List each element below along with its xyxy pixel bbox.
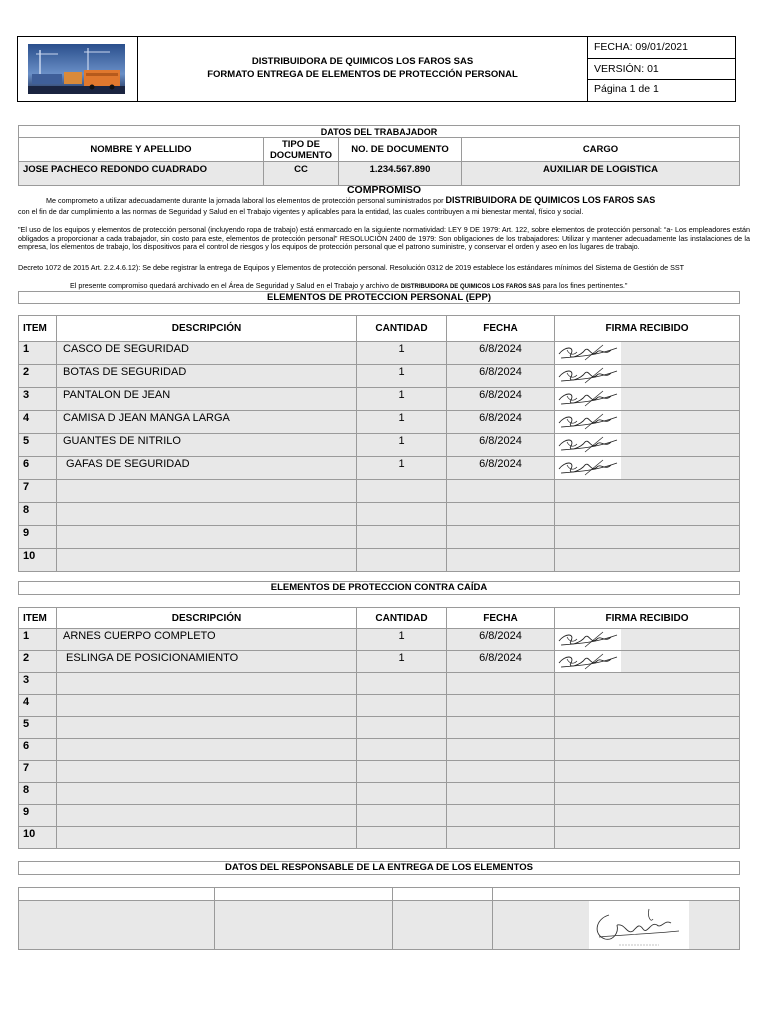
item-quantity: [357, 695, 447, 717]
fall-row: [19, 651, 740, 673]
company-logo-image: [28, 44, 125, 94]
item-number: 1: [19, 342, 57, 365]
signature-cell: [555, 503, 740, 526]
item-number: 8: [19, 783, 57, 805]
item-quantity: 1: [357, 629, 447, 651]
item-date: 6/8/2024: [447, 342, 555, 365]
epp-col-header: ITEM: [19, 316, 57, 342]
worker-section-title: DATOS DEL TRABAJADOR: [19, 126, 740, 138]
item-description: [57, 761, 357, 783]
responsible-header-cell: [19, 888, 215, 901]
item-number: 10: [19, 827, 57, 849]
item-description: [57, 673, 357, 695]
responsible-table: [18, 887, 740, 950]
epp-col-header: CANTIDAD: [357, 316, 447, 342]
format-date: FECHA: 09/01/2021: [594, 41, 688, 53]
signature-cell: [555, 695, 740, 717]
epp-col-header: FECHA: [447, 316, 555, 342]
item-number: 5: [19, 717, 57, 739]
item-quantity: 1: [357, 651, 447, 673]
item-number: 9: [19, 526, 57, 549]
epp-row: [19, 549, 740, 572]
signature-cell: [555, 827, 740, 849]
item-number: 2: [19, 365, 57, 388]
item-quantity: 1: [357, 434, 447, 457]
item-description: [57, 805, 357, 827]
format-version: VERSIÓN: 01: [594, 63, 659, 75]
item-quantity: 1: [357, 388, 447, 411]
fall-row: [19, 739, 740, 761]
item-number: 1: [19, 629, 57, 651]
epp-row: [19, 526, 740, 549]
responsible-name-cell: [19, 901, 215, 950]
item-quantity: [357, 480, 447, 503]
item-number: 6: [19, 739, 57, 761]
item-number: 10: [19, 549, 57, 572]
item-description: ESLINGA DE POSICIONAMIENTO: [57, 651, 357, 673]
fall-col-header: FECHA: [447, 608, 555, 629]
epp-col-header: FIRMA RECIBIDO: [555, 316, 740, 342]
item-date: [447, 549, 555, 572]
item-number: 3: [19, 388, 57, 411]
signature-cell: [555, 549, 740, 572]
item-description: [57, 783, 357, 805]
signature-cell: [555, 739, 740, 761]
fall-col-header: DESCRIPCIÓN: [57, 608, 357, 629]
item-number: 7: [19, 761, 57, 783]
epp-row: [19, 388, 740, 411]
item-number: 8: [19, 503, 57, 526]
commitment-paragraph-2: "El uso de los equipos y elementos de protección personal (incluyendo ropa de trabajo) está enmarcado en la siguiente normatividad: LEY 9 DE 1979: Art. 122, sobre elementos de protección personal: “a- Los empleadores están obligados a proporcionar a cada trabajador, sin costo para este, elementos de protección personal” RESOLUCIÓN 2400 de 1979: Son obligaciones de los trabajadores: Utilizar y mantener adecuadamente las instalaciones de la empresa, los elementos de trabajo, los dispositivos para el control de riesgos y los equipos de protección personal que el patrono suministre, y conservar el orden y aseo en los lugares de trabajo.: [18, 225, 750, 252]
responsible-header-cell: [215, 888, 393, 901]
item-description: [57, 526, 357, 549]
fall-row: [19, 805, 740, 827]
header-meta-divider: [587, 36, 588, 102]
item-description: GUANTES DE NITRILO: [57, 434, 357, 457]
item-number: 3: [19, 673, 57, 695]
signature-icon: [555, 434, 621, 456]
fall-col-header: CANTIDAD: [357, 608, 447, 629]
item-quantity: [357, 549, 447, 572]
worker-cargo: AUXILIAR DE LOGISTICA: [462, 162, 740, 186]
signature-icon: [555, 342, 621, 364]
item-description: [57, 549, 357, 572]
commitment-p1-company: DISTRIBUIDORA DE QUIMICOS LOS FAROS SAS: [445, 195, 656, 205]
commitment-p4-text: El presente compromiso quedará archivado en el Área de Seguridad y Salud en el Trabajo y archivo de: [70, 281, 401, 290]
commitment-p1-text: Me comprometo a utilizar adecuadamente durante la jornada laboral los elementos de protección personal suministrados por: [46, 196, 446, 205]
worker-data-table: [18, 125, 740, 186]
format-title: FORMATO ENTREGA DE ELEMENTOS DE PROTECCIÓN PERSONAL: [207, 69, 518, 80]
item-description: [57, 717, 357, 739]
item-date: [447, 480, 555, 503]
signature-cell: [555, 457, 740, 480]
item-date: [447, 827, 555, 849]
item-date: [447, 739, 555, 761]
responsible-header-cell: [393, 888, 493, 901]
signature-cell: [555, 783, 740, 805]
commitment-paragraph-1b: con el fin de dar cumplimiento a las normas de Seguridad y Salud en el Trabajo vigentes y aplicables para la entidad, las cuales contribuyen a mi bienestar mental, físico y social.: [18, 207, 584, 216]
worker-doc-number: 1.234.567.890: [339, 162, 462, 186]
item-description: [57, 695, 357, 717]
worker-doc-type: CC: [264, 162, 339, 186]
fall-row: [19, 695, 740, 717]
item-description: [57, 739, 357, 761]
item-quantity: [357, 761, 447, 783]
item-number: 5: [19, 434, 57, 457]
signature-cell: [555, 629, 740, 651]
item-quantity: 1: [357, 342, 447, 365]
responsible-signature-image: [589, 901, 689, 949]
item-quantity: [357, 717, 447, 739]
item-description: [57, 503, 357, 526]
col-header-name: NOMBRE Y APELLIDO: [19, 138, 264, 162]
item-description: [57, 480, 357, 503]
item-description: PANTALON DE JEAN: [57, 388, 357, 411]
company-name: DISTRIBUIDORA DE QUIMICOS LOS FAROS SAS: [251, 56, 474, 67]
responsible-signature-cell: [493, 901, 740, 950]
commitment-paragraph-1: [18, 196, 750, 206]
epp-section-title: ELEMENTOS DE PROTECCION PERSONAL (EPP): [18, 291, 740, 304]
fall-row: [19, 783, 740, 805]
item-date: 6/8/2024: [447, 651, 555, 673]
fall-protection-table: [18, 607, 740, 849]
commitment-paragraph-3: Decreto 1072 de 2015 Art. 2.2.4.6.12): Se debe registrar la entrega de Equipos y Elementos de protección personal. Resolución 0312 de 2019 establece los estándares mínimos del Sistema de Gestión de SST: [18, 263, 685, 272]
item-number: 4: [19, 695, 57, 717]
signature-cell: [555, 480, 740, 503]
signature-icon: [555, 388, 621, 410]
item-number: 6: [19, 457, 57, 480]
epp-row: [19, 342, 740, 365]
item-description: GAFAS DE SEGURIDAD: [57, 457, 357, 480]
signature-icon: [555, 629, 621, 650]
signature-cell: [555, 673, 740, 695]
responsible-section-title: DATOS DEL RESPONSABLE DE LA ENTREGA DE LOS ELEMENTOS: [18, 861, 740, 875]
signature-cell: [555, 434, 740, 457]
col-header-doc-type: TIPO DE DOCUMENTO: [264, 138, 339, 162]
item-quantity: [357, 783, 447, 805]
item-date: [447, 805, 555, 827]
item-quantity: 1: [357, 411, 447, 434]
item-date: 6/8/2024: [447, 365, 555, 388]
signature-cell: [555, 651, 740, 673]
item-description: [57, 827, 357, 849]
item-quantity: 1: [357, 457, 447, 480]
header-logo-divider: [137, 36, 138, 102]
responsible-header-cell: [493, 888, 740, 901]
item-date: [447, 717, 555, 739]
item-description: CAMISA D JEAN MANGA LARGA: [57, 411, 357, 434]
signature-cell: [555, 342, 740, 365]
epp-col-header: DESCRIPCIÓN: [57, 316, 357, 342]
epp-row: [19, 480, 740, 503]
item-date: [447, 503, 555, 526]
item-date: 6/8/2024: [447, 457, 555, 480]
epp-row: [19, 457, 740, 480]
item-date: 6/8/2024: [447, 629, 555, 651]
signature-icon: [555, 411, 621, 433]
commitment-title: COMPROMISO: [346, 184, 422, 196]
fall-section-title: ELEMENTOS DE PROTECCION CONTRA CAÍDA: [18, 581, 740, 595]
item-quantity: [357, 805, 447, 827]
col-header-cargo: CARGO: [462, 138, 740, 162]
item-quantity: 1: [357, 365, 447, 388]
page-number: Página 1 de 1: [594, 83, 659, 95]
responsible-doc-cell: [215, 901, 393, 950]
epp-row: [19, 503, 740, 526]
item-quantity: [357, 673, 447, 695]
item-date: [447, 761, 555, 783]
item-date: 6/8/2024: [447, 411, 555, 434]
item-date: [447, 783, 555, 805]
fall-row: [19, 827, 740, 849]
signature-icon: [555, 365, 621, 387]
item-quantity: [357, 526, 447, 549]
fall-col-header: FIRMA RECIBIDO: [555, 608, 740, 629]
col-header-doc-number: NO. DE DOCUMENTO: [339, 138, 462, 162]
item-date: 6/8/2024: [447, 388, 555, 411]
epp-row: [19, 434, 740, 457]
epp-row: [19, 365, 740, 388]
signature-icon: [555, 651, 621, 672]
epp-table: [18, 315, 740, 572]
item-number: 2: [19, 651, 57, 673]
signature-icon: [555, 457, 621, 479]
item-date: [447, 695, 555, 717]
fall-row: [19, 629, 740, 651]
fall-row: [19, 673, 740, 695]
item-description: BOTAS DE SEGURIDAD: [57, 365, 357, 388]
signature-cell: [555, 388, 740, 411]
responsible-cargo-cell: [393, 901, 493, 950]
signature-cell: [555, 365, 740, 388]
worker-name: JOSE PACHECO REDONDO CUADRADO: [19, 162, 264, 186]
item-number: 7: [19, 480, 57, 503]
item-date: 6/8/2024: [447, 434, 555, 457]
item-description: ARNES CUERPO COMPLETO: [57, 629, 357, 651]
epp-row: [19, 411, 740, 434]
item-quantity: [357, 503, 447, 526]
item-description: CASCO DE SEGURIDAD: [57, 342, 357, 365]
item-quantity: [357, 739, 447, 761]
item-date: [447, 526, 555, 549]
signature-cell: [555, 805, 740, 827]
commitment-p4-end: para los fines pertinentes.": [540, 281, 628, 290]
item-quantity: [357, 827, 447, 849]
fall-col-header: ITEM: [19, 608, 57, 629]
signature-cell: [555, 761, 740, 783]
signature-cell: [555, 526, 740, 549]
signature-cell: [555, 717, 740, 739]
fall-row: [19, 717, 740, 739]
fall-row: [19, 761, 740, 783]
signature-cell: [555, 411, 740, 434]
item-date: [447, 673, 555, 695]
commitment-p4-company: DISTRIBUIDORA DE QUIMICOS LOS FAROS SAS: [400, 284, 541, 290]
item-number: 9: [19, 805, 57, 827]
item-number: 4: [19, 411, 57, 434]
